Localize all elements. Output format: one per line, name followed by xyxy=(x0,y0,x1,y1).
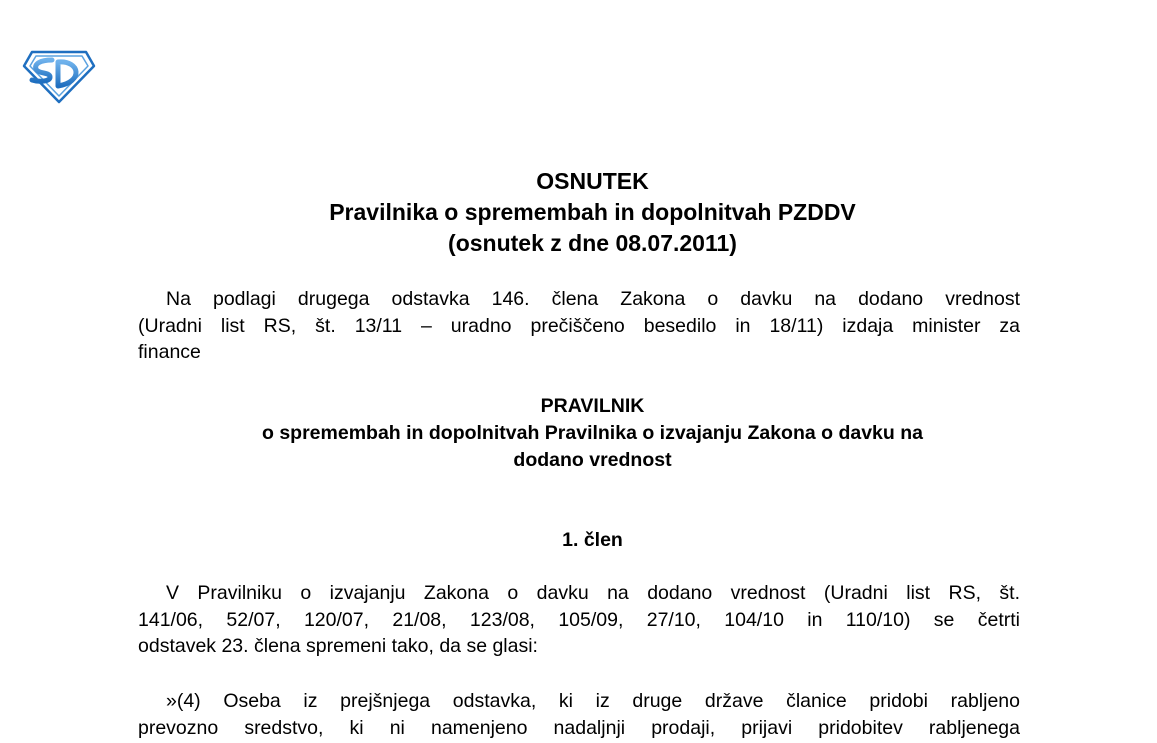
regulation-title-line-1: PRAVILNIK xyxy=(540,395,645,417)
document-title xyxy=(0,166,1157,259)
article-line-3: odstavek 23. člena spremeni tako, da se glasi: xyxy=(138,635,538,657)
title-line-draft: OSNUTEK xyxy=(536,168,649,194)
title-line-subject: Pravilnika o spremembah in dopolnitvah PZDDV xyxy=(329,199,856,225)
regulation-title-line-3: dodano vrednost xyxy=(513,449,672,471)
regulation-title xyxy=(0,393,1157,474)
article-line-1: V Pravilniku o izvajanju Zakona o davku na dodano vrednost (Uradni list RS, št. xyxy=(166,582,1020,604)
intro-line-1: Na podlagi drugega odstavka 146. člena Zakona o davku na dodano vrednost xyxy=(166,288,1020,310)
article-heading xyxy=(0,527,1157,554)
intro-paragraph xyxy=(138,286,1020,366)
intro-line-2: (Uradni list RS, št. 13/11 – uradno prečiščeno besedilo in 18/11) izdaja minister za xyxy=(138,314,1020,337)
title-line-date: (osnutek z dne 08.07.2011) xyxy=(448,230,737,256)
article-paragraph xyxy=(138,580,1020,660)
quoted-paragraph xyxy=(138,688,1020,741)
quote-line-1: »(4) Oseba iz prejšnjega odstavka, ki iz druge države članice pridobi rabljeno xyxy=(166,690,1020,712)
article-heading-text: 1. člen xyxy=(562,529,623,551)
regulation-title-line-2: o spremembah in dopolnitvah Pravilnika o izvajanju Zakona o davku na xyxy=(262,422,923,444)
quote-line-2: prevozno sredstvo, ki ni namenjeno nadaljnji prodaji, prijavi pridobitev rabljenega xyxy=(138,716,1020,739)
company-logo xyxy=(22,48,96,104)
intro-line-3: finance xyxy=(138,341,201,363)
article-line-2: 141/06, 52/07, 120/07, 21/08, 123/08, 105/09, 27/10, 104/10 in 110/10) se četrti xyxy=(138,608,1020,631)
